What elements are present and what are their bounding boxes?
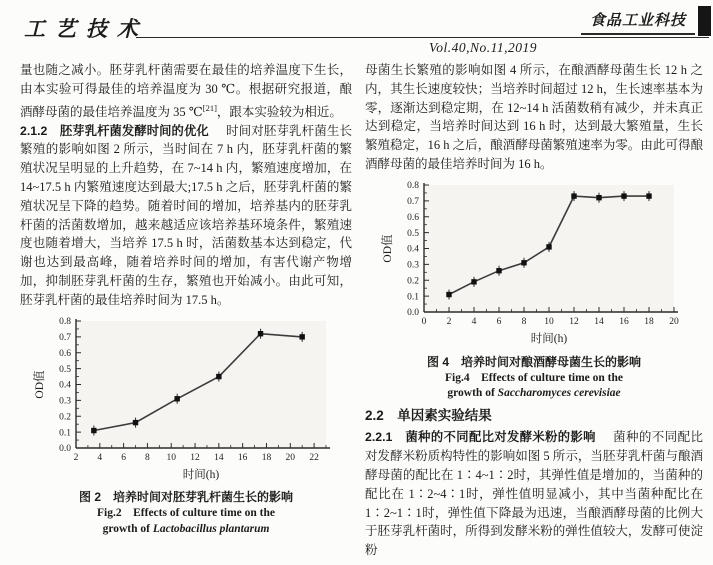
svg-text:14: 14 <box>214 452 224 463</box>
svg-text:16: 16 <box>237 452 248 463</box>
svg-text:2: 2 <box>446 316 452 327</box>
journal-logo: 食品工业科技 <box>581 9 695 35</box>
svg-text:8: 8 <box>521 316 527 327</box>
svg-text:时间(h): 时间(h) <box>182 468 220 481</box>
svg-text:12: 12 <box>190 452 200 463</box>
figure-2-caption-zh: 图 2 培养时间对胚芽乳杆菌生长的影响 <box>79 490 294 505</box>
svg-text:0.8: 0.8 <box>59 316 72 327</box>
svg-text:0.8: 0.8 <box>407 180 420 191</box>
svg-text:时间(h): 时间(h) <box>530 332 568 345</box>
svg-text:10: 10 <box>544 316 554 327</box>
figure-2-caption-en-prefix: growth of <box>102 522 153 535</box>
volume-info: Vol.40,No.11,2019 <box>428 40 537 55</box>
section-2-2-1-body: 菌种的不同配比对发酵米粉质构特性的影响如图 5 所示，当胚芽乳杆菌与酿酒酵母菌的配比在 1∶4~1∶2时，其弹性值是增加的，当菌种的配比在 1∶2~4∶1时，弹性值明显减小，其中当菌种配比在 1∶2~1∶1时，弹性值下降最为迅速，当酿酒酵母菌的比例大于胚芽乳杆菌时，所得到发酵米粉的弹性值较大，发酵可使淀粉 <box>365 430 703 558</box>
section-2-2-heading: 2.2 单因素实验结果 <box>365 407 492 423</box>
svg-text:6: 6 <box>496 316 502 327</box>
svg-text:8: 8 <box>145 452 150 463</box>
figure-4-caption <box>365 354 703 402</box>
right-column <box>365 61 703 560</box>
svg-text:0.7: 0.7 <box>59 332 72 343</box>
left-paragraph-1 <box>20 61 352 122</box>
left-paragraph-1-text: 量也随之减小。胚芽乳杆菌需要在最佳的培养温度下生长，由本实验可得最佳的培养温度为 30 ℃。根据研究报道，酿酒酵母菌的最佳培养温度为 35 ℃ <box>20 63 353 119</box>
svg-text:20: 20 <box>285 452 296 463</box>
svg-text:0.4: 0.4 <box>407 244 420 255</box>
header-rule <box>136 37 709 38</box>
figure-4-caption-zh: 图 4 培养时间对酿酒酵母菌生长的影响 <box>427 354 642 369</box>
svg-text:0.5: 0.5 <box>407 228 420 239</box>
svg-text:0: 0 <box>421 316 427 327</box>
svg-text:12: 12 <box>569 316 579 327</box>
figure-4-caption-en-prefix: growth of <box>447 387 498 400</box>
svg-text:10: 10 <box>166 452 177 463</box>
figure-2-caption <box>20 489 352 537</box>
svg-text:18: 18 <box>261 452 272 463</box>
svg-text:OD值: OD值 <box>34 369 47 399</box>
svg-text:0.5: 0.5 <box>59 364 72 375</box>
svg-text:18: 18 <box>644 316 654 327</box>
svg-text:0.1: 0.1 <box>59 427 72 438</box>
svg-text:0.7: 0.7 <box>407 196 420 207</box>
chart-svg <box>380 178 688 346</box>
figure-4-caption-en-line2 <box>365 386 703 402</box>
svg-text:0.4: 0.4 <box>59 380 72 391</box>
section-2-2-1-heading: 2.2.1 菌种的不同配比对发酵米粉的影响 <box>365 430 596 445</box>
svg-text:4: 4 <box>97 452 103 463</box>
left-paragraph-2 <box>20 122 352 310</box>
right-paragraph-1: 母菌生长繁殖的影响如图 4 所示，在酿酒酵母菌生长 12 h 之内，其生长速度较快；当培养时间超过 12 h，生长速率基本为零，逐渐达到稳定期，在 12~14 h 活菌数稍有减少，并未真正达到稳定，当培养时间达到 16 h 时，达到最大繁殖量，生长繁殖稳定，16 h 之后，酿酒酵母菌繁殖速率为零。由此可得酿酒酵母菌的最佳培养时间为 16 h。 <box>365 63 703 171</box>
figure-2-caption-en-line1: Fig.2 Effects of culture time on the <box>97 507 276 520</box>
figure-2-block <box>20 314 352 538</box>
svg-text:0.2: 0.2 <box>59 411 72 422</box>
svg-text:0.3: 0.3 <box>407 260 420 271</box>
figure-2-chart <box>32 314 340 488</box>
svg-text:20: 20 <box>669 316 679 327</box>
svg-text:OD值: OD值 <box>382 234 395 263</box>
logo-bar <box>698 6 711 36</box>
figure-4-chart <box>380 178 688 352</box>
svg-text:2: 2 <box>73 452 79 463</box>
figure-4-caption-en-line1: Fig.4 Effects of culture time on the <box>445 371 624 384</box>
svg-text:0.2: 0.2 <box>407 276 420 287</box>
svg-text:0.6: 0.6 <box>407 212 420 223</box>
svg-text:0.3: 0.3 <box>59 396 72 407</box>
left-paragraph-1-end: ，跟本实验较为相近。 <box>216 104 342 119</box>
svg-text:4: 4 <box>471 316 477 327</box>
svg-text:16: 16 <box>619 316 629 327</box>
section-label: 工艺技术 <box>24 16 148 41</box>
svg-text:22: 22 <box>309 452 319 463</box>
svg-text:0.6: 0.6 <box>59 348 72 359</box>
svg-text:6: 6 <box>121 452 127 463</box>
right-paragraph-2 <box>365 428 703 560</box>
left-column <box>20 61 352 560</box>
section-2-1-2-body: 时间对胚芽乳杆菌生长繁殖的影响如图 2 所示，当时间在 7 h 内，胚芽乳杆菌的繁殖状况呈明显的上升趋势，在 7~14 h 内，繁殖速度增加，在 14~17.5 h 内繁殖速度达到最大;17.5 h 之后，胚芽乳杆菌的繁殖状况呈下降的趋势。随着时间的增加，培养基内的胚芽乳杆菌的活菌数增加，越来越适应该培养基环境条件，繁殖速度也随着增大，当培养 17.5 h 时，活菌数基本达到稳定，代谢也达到最高峰，随着培养时间的增加，有害代谢产物增加，抑制胚芽乳杆菌的生存，繁殖也开始减小。由此可知，胚芽乳杆菌的最佳培养时间为 17.5 h。 <box>20 123 353 307</box>
figure-2-species-name: Lactobacillus plantarum <box>152 522 270 535</box>
svg-text:0.1: 0.1 <box>407 292 420 303</box>
body-columns <box>0 60 713 560</box>
figure-2-caption-en-line2 <box>20 522 352 538</box>
svg-text:14: 14 <box>594 316 604 327</box>
page-header <box>0 0 713 60</box>
figure-4-species-name: Saccharomyces cerevisiae <box>497 387 621 400</box>
chart-svg <box>32 314 340 482</box>
svg-text:0.0: 0.0 <box>59 443 72 454</box>
section-2-1-2-heading: 2.1.2 胚芽乳杆菌发酵时间的优化 <box>20 123 209 138</box>
svg-text:0.0: 0.0 <box>407 307 420 318</box>
figure-4-block <box>365 178 703 402</box>
citation-21: [21] <box>202 102 217 113</box>
